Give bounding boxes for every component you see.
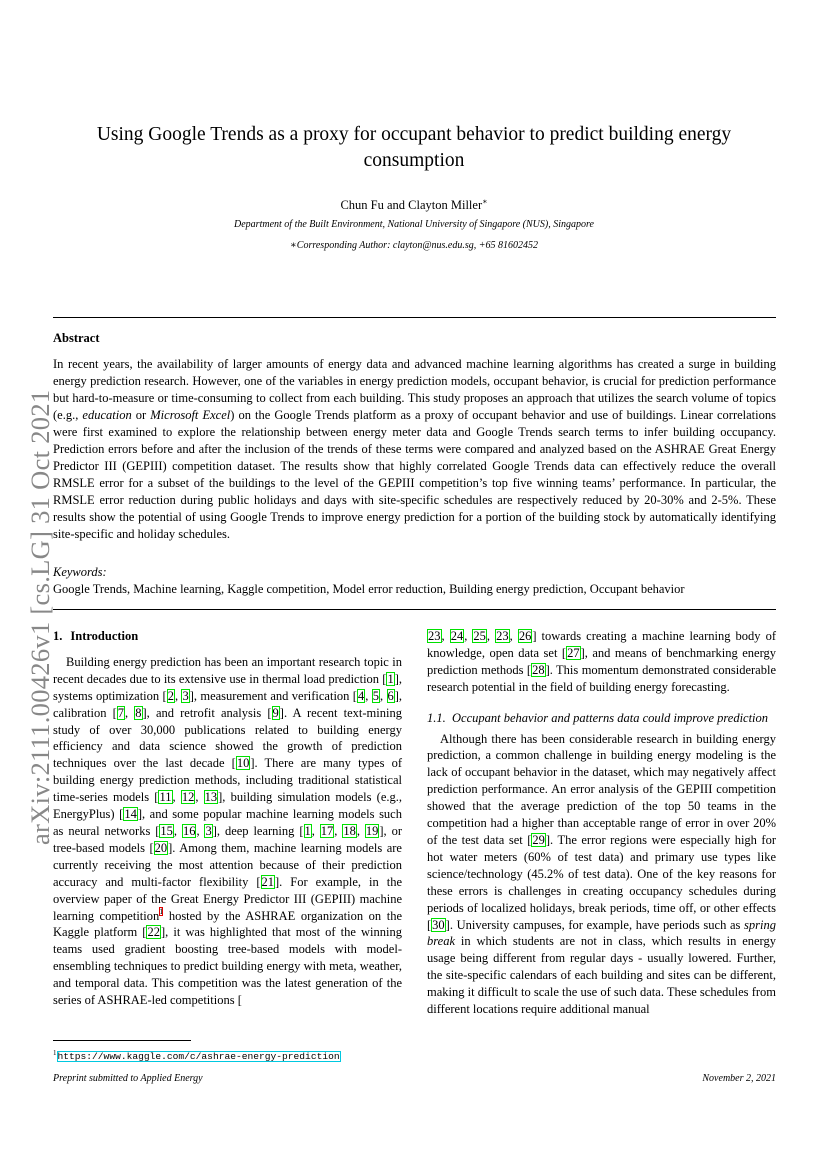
footnote-url-link[interactable]: https://www.kaggle.com/c/ashrae-energy-prediction — [57, 1051, 340, 1063]
citation-link[interactable]: 1 — [387, 671, 394, 686]
abstract-text-1: In recent years, the availability of larger amounts of energy data and advanced machine learning algorithms has created a surge in building energy prediction research. However, one of the variables in energy prediction models, occupant behavior, is crucial for prediction performance but hard-to-measure or time-consuming to collect from each building. This study proposes an approach that utilizes the search volume of topics (e.g., — [53, 357, 776, 422]
affiliation: Department of the Built Environment, National University of Singapore (NUS), Singapore — [234, 219, 594, 230]
left-column — [53, 628, 402, 1009]
citation-link[interactable]: 3 — [182, 688, 189, 703]
citation-link[interactable]: 22 — [147, 925, 160, 940]
footnote-mark[interactable]: 1 — [159, 907, 164, 917]
author-mark: ∗ — [482, 197, 488, 206]
authors — [60, 194, 768, 213]
citation-link[interactable]: 21 — [261, 874, 274, 889]
citation-link[interactable]: 30 — [432, 917, 445, 932]
corresponding-author: ∗Corresponding Author: clayton@nus.edu.sg, +65 81602452 — [289, 240, 539, 251]
citation-link[interactable]: 17 — [320, 823, 334, 838]
citation-link[interactable]: 20 — [154, 840, 168, 855]
author-names: Chun Fu and Clayton Miller — [340, 198, 483, 213]
abstract-body — [53, 356, 776, 543]
citation-link[interactable]: 23 — [496, 629, 509, 643]
intro-paragraph: Building energy prediction has been an important research topic in recent decades due to its extensive use in thermal load prediction [1], systems optimization [2, 3], measurement and verification [4, 5, 6], calibration [7, 8], and retrofit analysis [9]. A recent text-mining study of over 30,000 publications related to building energy efficiency and data science showed the growth of prediction techniques over the last decade [10]. There are many types of building energy prediction methods, including traditional statistical time-series models [11, 12, 13], building simulation models (e.g., EnergyPlus) [14], and some popular machine learning models such as neural networks [15, 16, 3], deep learning [1, 17, 18, 19], or tree-based models [20]. Among them, machine learning models are currently receiving the most attention because of their prediction accuracy and multi-factor flexibility [21]. For example, in the overview paper of the Great Energy Predictor III (GEPIII) machine learning competition$^1$ hosted by the ASHRAE organization on the Kaggle platform [22], it was highlighted that most of the winning teams used gradient boosting tree-based models with model-ensembling techniques to predict building energy with meta, weather, and temporal data. This competition was the latest generation of the series of ASHRAE-led competitions [ — [53, 654, 403, 1008]
abstract-em-education: education — [82, 408, 132, 422]
citation-link[interactable]: 11 — [159, 790, 172, 805]
citation-link[interactable]: 26 — [518, 629, 532, 643]
citation-link[interactable]: 12 — [181, 790, 195, 805]
citation-link[interactable]: 2 — [167, 688, 174, 703]
citation-link[interactable]: 4 — [357, 688, 365, 703]
citation-link[interactable]: 3 — [205, 823, 212, 838]
citation-link[interactable]: 18 — [343, 823, 356, 838]
subsection-paragraph: Although there has been considerable research in building energy prediction, a common challenge in building energy modeling is the lack of occupant behavior in the dataset, which may negatively affect prediction performance. An error analysis of the GEPIII competition showed that the average prediction of the top 50 teams in the competition had a higher than acceptable range of error in over 20% of the test data set [29]. The error regions were especially high for hot water meters (60% of test data) and primary use types like science/technology (45.2% of test data). One of the key reasons for these errors is challenges in creating occupancy schedules during periods of localized holidays, break periods, time off, or other effects [30]. University campuses, for example, have periods such as spring break in which students are not in class, which results in energy usage being different from regular days - usually lowered. Further, the site-specific calendars of each building and sites can be different, making it difficult to scale the use of such data. These schedules from different locations require additional manual — [427, 731, 776, 1017]
citation-link[interactable]: 28 — [532, 662, 545, 677]
keywords-text: Google Trends, Machine learning, Kaggle competition, Model error reduction, Building energy prediction, Occupant behavior — [53, 582, 685, 596]
citation-link[interactable]: 13 — [204, 790, 218, 805]
abstract-or: or — [131, 408, 151, 422]
citation-link[interactable]: 9 — [272, 705, 279, 720]
citation-link[interactable]: 19 — [365, 823, 379, 838]
citation-link[interactable]: 10 — [236, 756, 250, 771]
citation-link[interactable]: 7 — [117, 705, 124, 720]
footnote-rule — [53, 1040, 191, 1041]
citation-link[interactable]: 16 — [182, 823, 196, 838]
bottom-rule — [53, 609, 776, 610]
citation-link[interactable]: 15 — [160, 823, 173, 838]
footnote: $^1$https://www.kaggle.com/c/ashrae-energy-prediction — [53, 1049, 340, 1063]
citation-link[interactable]: 8 — [135, 705, 142, 720]
right-column — [427, 628, 776, 1018]
top-rule — [53, 317, 776, 318]
intro-paragraph-continued: 23, 24, 25, 23, 26] towards creating a machine learning body of knowledge, open data set [27], and means of benchmarking energy prediction methods [28]. This momentum demonstrated considerable research potential in the field of building energy forecasting. — [427, 629, 777, 694]
citation-link[interactable]: 23 — [428, 629, 441, 643]
citation-link[interactable]: 5 — [372, 688, 379, 703]
citation-link[interactable]: 29 — [532, 832, 545, 847]
keywords-heading: Keywords: — [53, 565, 107, 579]
citation-link[interactable]: 1 — [304, 823, 311, 838]
footer-preprint: Preprint submitted to Applied Energy — [53, 1073, 203, 1084]
citation-link[interactable]: 25 — [473, 629, 486, 643]
abstract-heading: Abstract — [53, 331, 100, 345]
citation-link[interactable]: 27 — [567, 645, 580, 660]
citation-link[interactable]: 6 — [387, 688, 394, 703]
footer-date: November 2, 2021 — [702, 1073, 776, 1084]
citation-link[interactable]: 14 — [124, 807, 137, 822]
subsection-heading: 1.1. Occupant behavior and patterns data could improve prediction — [427, 710, 769, 725]
abstract-em-excel: Microsoft Excel — [150, 408, 231, 422]
abstract-text-2: ) on the Google Trends platform as a proxy of occupant behavior and use of buildings. Linear correlations were first examined to explore the relationship between energy meter data and Google Trends search terms to infer building occupancy. Prediction errors before and after the inclusion of the trends of these terms were compared and analyzed based on the ASHRAE Great Energy Predictor III (GEPIII) competition dataset. The results show that highly correlated Google Trends data can effectively reduce the overall RMSLE error for a subset of the buildings to the level of the GEPIII competition’s top five winning teams’ performance. In particular, the RMSLE error reduction during public holidays and days with site-specific schedules are respectively reduced by 20-30% and 2-5%. These results show the potential of using Google Trends to improve energy prediction for a portion of the building stock by automatically identifying site-specific and holiday schedules. — [53, 408, 776, 541]
citation-link[interactable]: 24 — [450, 629, 464, 643]
intro-heading: 1. Introduction — [53, 629, 139, 643]
paper-title: Using Google Trends as a proxy for occupant behavior to predict building energy consumption — [96, 124, 732, 171]
